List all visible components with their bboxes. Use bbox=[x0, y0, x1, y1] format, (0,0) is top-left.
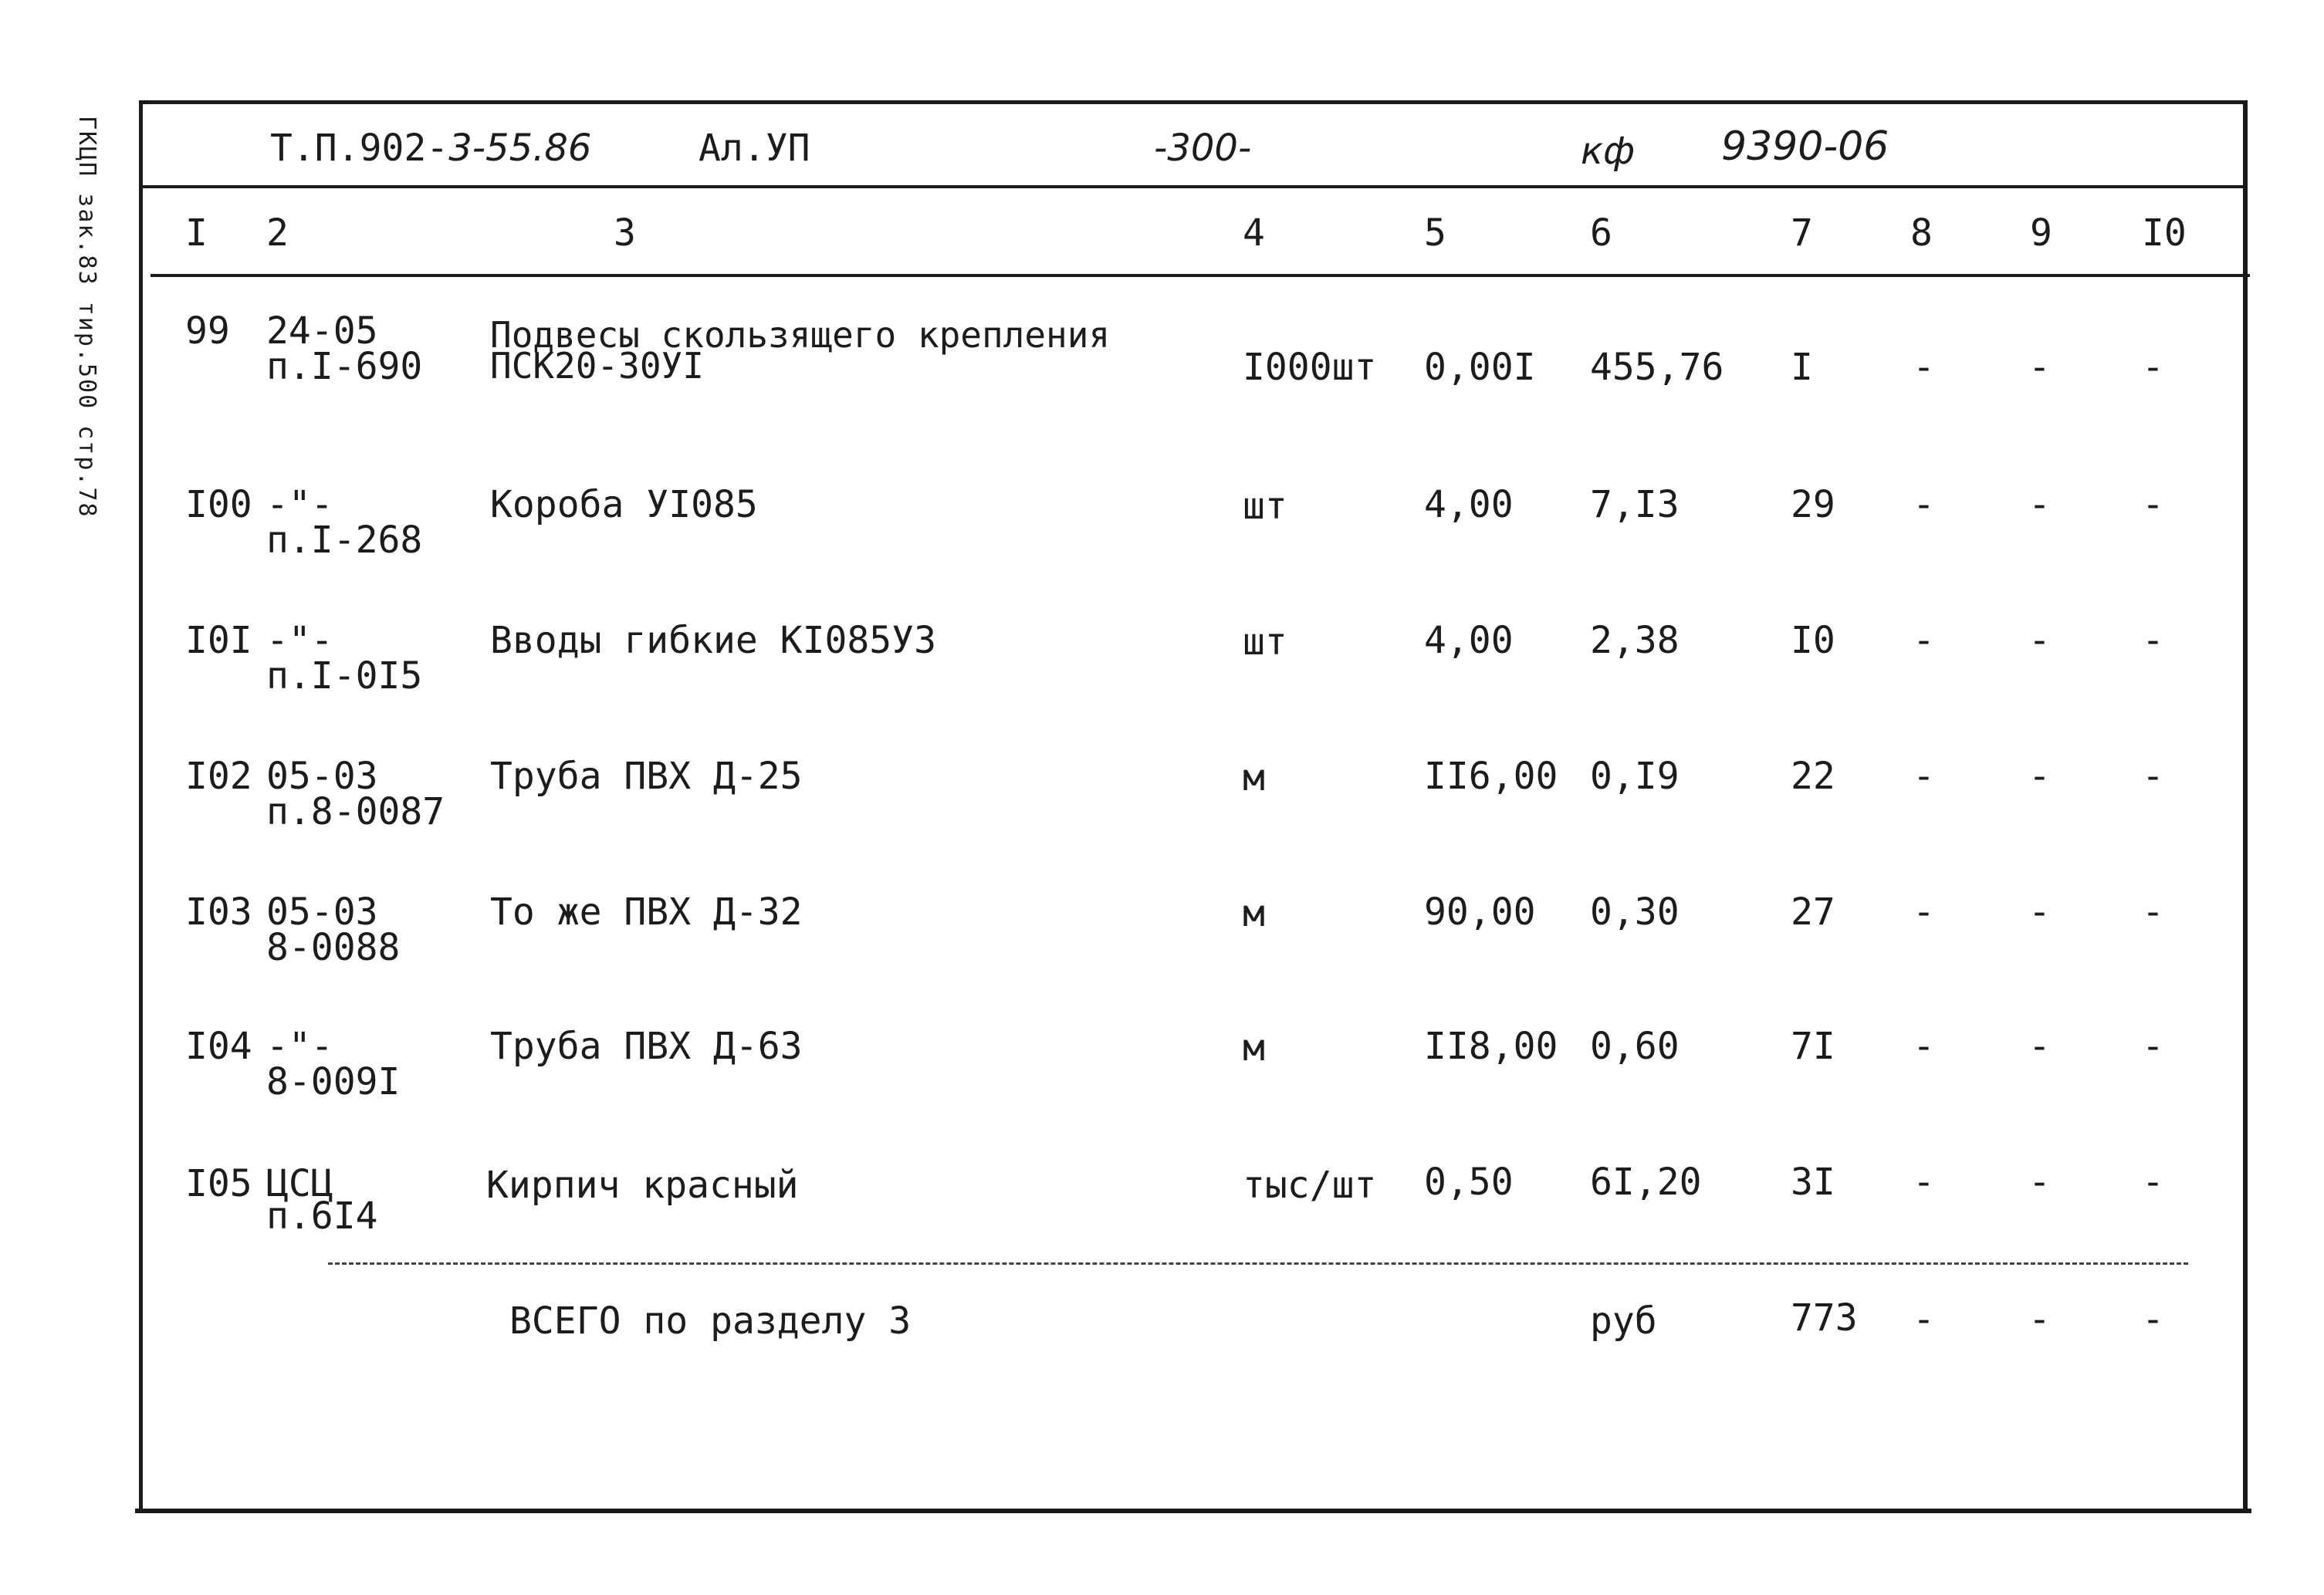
kf-label: кф bbox=[1581, 130, 1636, 173]
row-number: I05 bbox=[185, 1162, 252, 1205]
row-total: 7I bbox=[1791, 1025, 1835, 1068]
row-col9: - bbox=[2028, 346, 2051, 389]
row-name: Подвесы скользящего крепления bbox=[490, 314, 1111, 356]
col-header-5: 5 bbox=[1424, 211, 1446, 255]
row-col9: - bbox=[2028, 1025, 2051, 1068]
row-name: То же ПВХ Д-32 bbox=[490, 890, 803, 934]
row-unit: I000шт bbox=[1243, 346, 1377, 389]
row-unit: шт bbox=[1243, 620, 1287, 664]
col-header-1: I bbox=[185, 211, 208, 255]
row-qty: II6,00 bbox=[1424, 755, 1558, 798]
row-ref: -"- bbox=[266, 619, 333, 662]
page-number: -300- bbox=[1154, 127, 1252, 170]
row-ref-item: 8-0088 bbox=[266, 926, 401, 969]
row-unit: м bbox=[1243, 756, 1265, 799]
row-col9: - bbox=[2028, 1161, 2051, 1204]
row-total: I0 bbox=[1791, 619, 1835, 662]
kf-number: 9390-06 bbox=[1721, 123, 1889, 170]
row-qty: 0,50 bbox=[1424, 1161, 1514, 1204]
row-ref-item: п.8-0087 bbox=[266, 790, 445, 833]
row-ref-item: 8-009I bbox=[266, 1060, 401, 1103]
side-stamp-text: ГКЦП зак.83 тир.500 стр.78 bbox=[73, 116, 100, 519]
header-separator bbox=[140, 185, 2245, 188]
row-qty: 90,00 bbox=[1424, 890, 1536, 934]
row-ref: -"- bbox=[266, 1025, 333, 1068]
row-qty: II8,00 bbox=[1424, 1025, 1558, 1068]
row-total: 27 bbox=[1791, 890, 1835, 934]
row-name: Кирпич красный bbox=[486, 1164, 799, 1207]
row-price: 7,I3 bbox=[1590, 483, 1680, 526]
frame-bottom-line bbox=[135, 1509, 2251, 1513]
column-header-separator bbox=[151, 274, 2250, 277]
doc-code bbox=[270, 127, 592, 170]
total-sum: 773 bbox=[1791, 1296, 1858, 1340]
row-price: 6I,20 bbox=[1590, 1161, 1702, 1204]
row-number: I04 bbox=[185, 1025, 252, 1068]
row-qty: 4,00 bbox=[1424, 483, 1514, 526]
row-col10: - bbox=[2142, 890, 2164, 934]
total-col8: - bbox=[1913, 1298, 1935, 1341]
col-header-7: 7 bbox=[1791, 211, 1813, 255]
row-total: 3I bbox=[1791, 1161, 1835, 1204]
row-ref-item: п.I-268 bbox=[266, 519, 423, 562]
row-unit: м bbox=[1243, 892, 1265, 935]
row-unit: м bbox=[1243, 1026, 1265, 1070]
row-number: 99 bbox=[185, 309, 230, 353]
row-price: 0,I9 bbox=[1590, 755, 1680, 798]
total-label: ВСЕГО по разделу 3 bbox=[509, 1299, 912, 1343]
row-number: I0I bbox=[185, 619, 252, 662]
row-col10: - bbox=[2142, 1025, 2164, 1068]
row-col8: - bbox=[1913, 1161, 1935, 1204]
album-label: Ал.УП bbox=[699, 127, 810, 170]
row-qty: 0,00I bbox=[1424, 346, 1536, 389]
row-ref: -"- bbox=[266, 483, 333, 526]
row-ref-item: п.I-0I5 bbox=[266, 654, 423, 698]
row-col9: - bbox=[2028, 483, 2051, 526]
total-unit: руб bbox=[1590, 1299, 1657, 1343]
row-col10: - bbox=[2142, 755, 2164, 798]
row-col8: - bbox=[1913, 346, 1935, 389]
col-header-6: 6 bbox=[1590, 211, 1612, 255]
row-name: Вводы гибкие КI085У3 bbox=[490, 619, 936, 662]
row-qty: 4,00 bbox=[1424, 619, 1514, 662]
row-ref: 05-03 bbox=[266, 755, 378, 798]
row-number: I02 bbox=[185, 755, 252, 798]
row-name: Труба ПВХ Д-63 bbox=[490, 1025, 803, 1068]
row-total: I bbox=[1791, 346, 1813, 389]
row-unit: шт bbox=[1243, 485, 1287, 528]
doc-code-prefix: Т.П.902- bbox=[270, 127, 449, 170]
row-price: 0,30 bbox=[1590, 890, 1680, 934]
row-total: 22 bbox=[1791, 755, 1835, 798]
row-number: I00 bbox=[185, 483, 252, 526]
row-ref: 05-03 bbox=[266, 890, 378, 934]
row-ref-item: п.6I4 bbox=[266, 1195, 378, 1238]
row-col9: - bbox=[2028, 619, 2051, 662]
row-col8: - bbox=[1913, 1025, 1935, 1068]
row-col9: - bbox=[2028, 890, 2051, 934]
row-col10: - bbox=[2142, 346, 2164, 389]
col-header-4: 4 bbox=[1243, 211, 1265, 255]
row-price: 2,38 bbox=[1590, 619, 1680, 662]
col-header-10: I0 bbox=[2142, 211, 2187, 255]
doc-code-suffix: 3-55.86 bbox=[448, 127, 592, 170]
col-header-9: 9 bbox=[2030, 211, 2052, 255]
total-col9: - bbox=[2028, 1298, 2051, 1341]
row-col10: - bbox=[2142, 483, 2164, 526]
row-price: 455,76 bbox=[1590, 346, 1724, 389]
row-col9: - bbox=[2028, 755, 2051, 798]
row-col10: - bbox=[2142, 1161, 2164, 1204]
row-ref: ЦСЦ bbox=[266, 1162, 333, 1205]
col-header-3: 3 bbox=[614, 211, 636, 255]
row-name-line2: ПСК20-30УI bbox=[490, 345, 704, 387]
col-header-8: 8 bbox=[1910, 211, 1933, 255]
col-header-2: 2 bbox=[266, 211, 289, 255]
row-ref-item: п.I-690 bbox=[266, 345, 423, 388]
row-name: Труба ПВХ Д-25 bbox=[490, 755, 803, 798]
row-col8: - bbox=[1913, 890, 1935, 934]
row-ref: 24-05 bbox=[266, 309, 378, 353]
row-total: 29 bbox=[1791, 483, 1835, 526]
row-col8: - bbox=[1913, 483, 1935, 526]
total-separator bbox=[328, 1262, 2188, 1265]
total-col10: - bbox=[2142, 1298, 2164, 1341]
row-col8: - bbox=[1913, 755, 1935, 798]
side-stamp bbox=[73, 116, 100, 519]
row-unit: тыс/шт bbox=[1243, 1164, 1377, 1207]
row-col10: - bbox=[2142, 619, 2164, 662]
row-name: Короба УI085 bbox=[490, 483, 758, 526]
row-col8: - bbox=[1913, 619, 1935, 662]
row-number: I03 bbox=[185, 890, 252, 934]
row-price: 0,60 bbox=[1590, 1025, 1680, 1068]
